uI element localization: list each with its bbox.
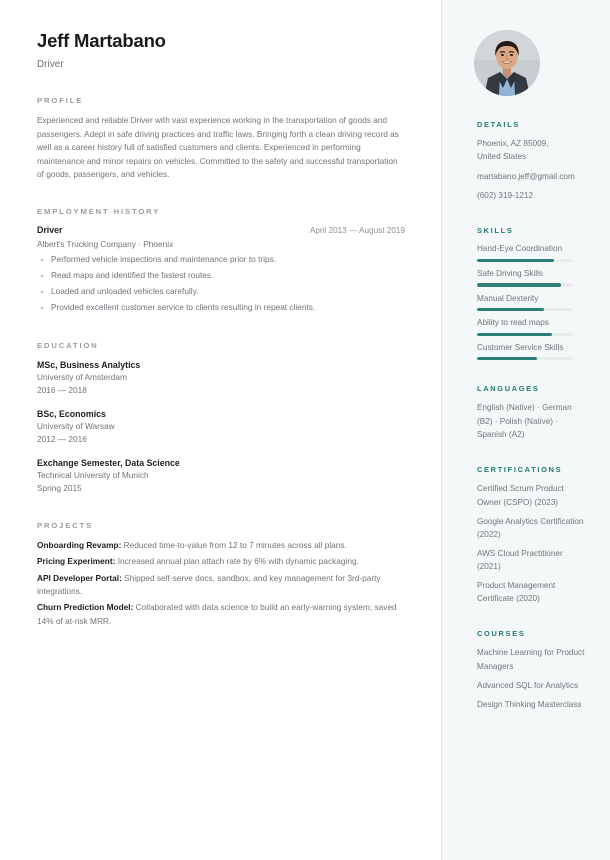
details-address <box>477 137 588 164</box>
section-heading-skills: SKILLS <box>477 226 514 236</box>
project-description: Collaborated with data science to build an early-warning system; saved 14% of at-risk MRR. <box>37 602 397 626</box>
certification-item: Product Management Certificate (2020) <box>477 581 556 604</box>
details-phone[interactable]: (602) 319-1212 <box>477 191 533 201</box>
details-email[interactable]: martabano.jeff@gmail.com <box>477 171 575 181</box>
education-dates: Spring 2015 <box>37 482 82 493</box>
project-description: Reduced time-to-value from 12 to 7 minutes across all plans. <box>121 539 347 550</box>
skill-item <box>477 268 588 287</box>
skill-bar-fill <box>477 283 561 286</box>
project-description: Increased annual plan attach rate by 6% with dynamic packaging. <box>115 556 359 567</box>
section-heading-education: EDUCATION <box>37 340 99 350</box>
course-item: Advanced SQL for Analytics <box>477 680 579 690</box>
skill-item <box>477 317 588 336</box>
project-item <box>37 572 405 599</box>
employment-bullet: Loaded and unloaded vehicles carefully. <box>37 285 405 298</box>
candidate-name: Jeff Martabano <box>37 30 166 51</box>
certification-item: Google Analytics Certification (2022) <box>477 516 584 539</box>
project-name: API Developer Portal: <box>37 572 122 583</box>
project-item <box>37 601 405 628</box>
employment-dates: April 2013 — August 2019 <box>309 226 405 236</box>
skill-bar-track <box>477 308 573 311</box>
employment-bullet: Read maps and identified the fastest routes. <box>37 269 405 282</box>
skill-bar-fill <box>477 333 552 336</box>
education-degree: Exchange Semester, Data Science <box>37 457 180 468</box>
section-heading-courses: COURSES <box>477 629 526 639</box>
employment-role: Driver <box>37 225 63 236</box>
skill-item <box>477 293 588 312</box>
skill-label: Hand-Eye Coordination <box>477 244 563 254</box>
education-entry <box>37 457 405 495</box>
skill-label: Manual Dexterity <box>477 293 539 303</box>
education-dates: 2016 — 2018 <box>37 384 87 395</box>
education-degree: BSc, Economics <box>37 408 106 419</box>
course-item: Design Thinking Masterclass <box>477 699 582 709</box>
column-divider <box>441 0 442 860</box>
candidate-job-title: Driver <box>37 59 64 71</box>
languages-text: English (Native) · German (B2) · Polish (Native) · Spanish (A2) <box>477 403 572 440</box>
section-heading-employment: EMPLOYMENT HISTORY <box>37 207 161 217</box>
section-heading-languages: LANGUAGES <box>477 384 540 394</box>
project-name: Onboarding Revamp: <box>37 539 122 550</box>
skill-bar-track <box>477 333 573 336</box>
sidebar-column <box>441 0 610 860</box>
section-heading-profile: PROFILE <box>37 96 84 106</box>
employment-entry <box>37 225 405 314</box>
section-heading-certifications: CERTIFICATIONS <box>477 465 563 475</box>
skill-bar-fill <box>477 259 554 262</box>
certification-item: AWS Cloud Practitioner (2021) <box>477 548 563 572</box>
skill-bar-track <box>477 357 573 360</box>
employment-company: Albert's Trucking Company · Phoenix <box>37 239 174 250</box>
skill-bar-track <box>477 283 573 286</box>
education-school: University of Amsterdam <box>37 371 127 382</box>
employment-entry-header <box>37 225 405 235</box>
project-description: Shipped self-serve docs, sandbox, and key management for 3rd-party integrations. <box>37 572 381 597</box>
education-degree: MSc, Business Analytics <box>37 359 141 370</box>
project-name: Pricing Experiment: <box>37 556 116 567</box>
project-item <box>37 539 405 552</box>
skill-bar-fill <box>477 357 537 360</box>
section-heading-projects: PROJECTS <box>37 520 94 530</box>
education-dates: 2012 — 2016 <box>37 433 87 444</box>
certification-item: Certified Scrum Product Owner (CSPO) (2023) <box>477 484 564 507</box>
project-item <box>37 555 405 568</box>
education-entry <box>37 408 405 446</box>
profile-text: Experienced and reliable Driver with vast experience working in the transportation of goods and passengers. Adept in safe driving practices and traffic laws. Bringing forth a clean driving record as well as a career history full of satisfied customers and clients. Experienced in performing maintenance and minor repairs on vehicles. Committed to the safety and successful transportation of goods, passengers, and vehicles. <box>37 115 399 179</box>
education-school: Technical University of Munich <box>37 470 149 480</box>
employment-bullet: Performed vehicle inspections and maintenance prior to trips. <box>37 253 405 266</box>
details-address-line1: Phoenix, AZ 85009, <box>477 139 549 148</box>
skill-label: Customer Service Skills <box>477 342 564 352</box>
education-school: University of Warsaw <box>37 420 115 431</box>
employment-bullet: Provided excellent customer service to clients resulting in repeat clients. <box>37 301 405 314</box>
education-entry <box>37 359 405 397</box>
skill-label: Safe Driving Skills <box>477 269 543 279</box>
project-name: Churn Prediction Model: <box>37 602 134 613</box>
section-heading-details: DETAILS <box>477 120 520 129</box>
avatar-container <box>474 30 588 96</box>
skill-item <box>477 342 588 361</box>
course-item: Machine Learning for Product Managers <box>477 648 585 671</box>
employment-bullet-list <box>37 253 405 314</box>
skill-label: Ability to read maps <box>477 318 549 328</box>
details-address-line2: United States <box>477 152 527 162</box>
skill-item <box>477 243 588 262</box>
skill-bar-fill <box>477 308 544 311</box>
skill-bar-track <box>477 259 573 262</box>
avatar <box>474 30 540 96</box>
